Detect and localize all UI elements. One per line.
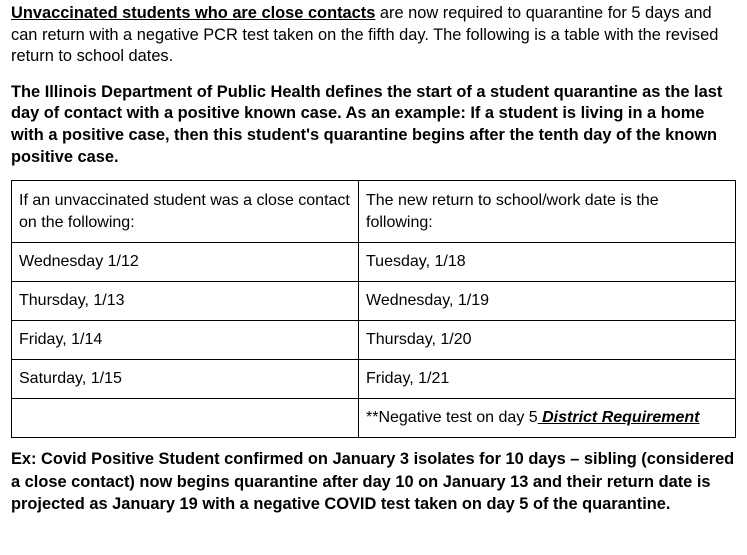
table-row — [12, 243, 736, 282]
contact-date-cell: Thursday, 1/13 — [12, 282, 359, 321]
table-row — [12, 360, 736, 399]
contact-date-cell: Wednesday 1/12 — [12, 243, 359, 282]
table-row — [12, 282, 736, 321]
table-footnote-row — [12, 399, 736, 438]
intro-underlined-text: Unvaccinated students who are close contacts — [11, 4, 376, 22]
footnote-text: **Negative test on day 5 — [366, 409, 538, 427]
intro-paragraph — [11, 3, 736, 68]
district-requirement-text: District Requirement — [537, 409, 700, 427]
return-date-cell: Thursday, 1/20 — [359, 321, 736, 360]
document-body — [11, 3, 736, 516]
header-close-contact: If an unvaccinated student was a close contact on the following: — [12, 181, 359, 243]
intro-text: are now required to quarantine for 5 days and can return with a negative PCR test taken on the fifth day. The following is a table with the revised return to school dates. — [11, 4, 719, 66]
contact-date-cell: Saturday, 1/15 — [12, 360, 359, 399]
example-paragraph: Ex: Covid Positive Student confirmed on January 3 isolates for 10 days – sibling (considered a close contact) now begins quarantine after day 10 on January 13 and their return date is projected as January 19 with a negative COVID test taken on day 5 of the quarantine. — [11, 450, 735, 514]
return-date-cell: Wednesday, 1/19 — [359, 282, 736, 321]
return-date-cell: Tuesday, 1/18 — [359, 243, 736, 282]
empty-cell — [12, 399, 359, 438]
contact-date-cell: Friday, 1/14 — [12, 321, 359, 360]
table-header-row — [12, 181, 736, 243]
header-return-date: The new return to school/work date is the following: — [359, 181, 736, 243]
return-date-cell: Friday, 1/21 — [359, 360, 736, 399]
footnote-cell — [359, 399, 736, 438]
idph-paragraph: The Illinois Department of Public Health defines the start of a student quarantine as the last day of contact with a positive known case. As an example: If a student is living in a home with a positive case, then this student's quarantine begins after the tenth day of the known positive case. — [11, 82, 723, 166]
table-row — [12, 321, 736, 360]
return-dates-table — [11, 180, 736, 438]
